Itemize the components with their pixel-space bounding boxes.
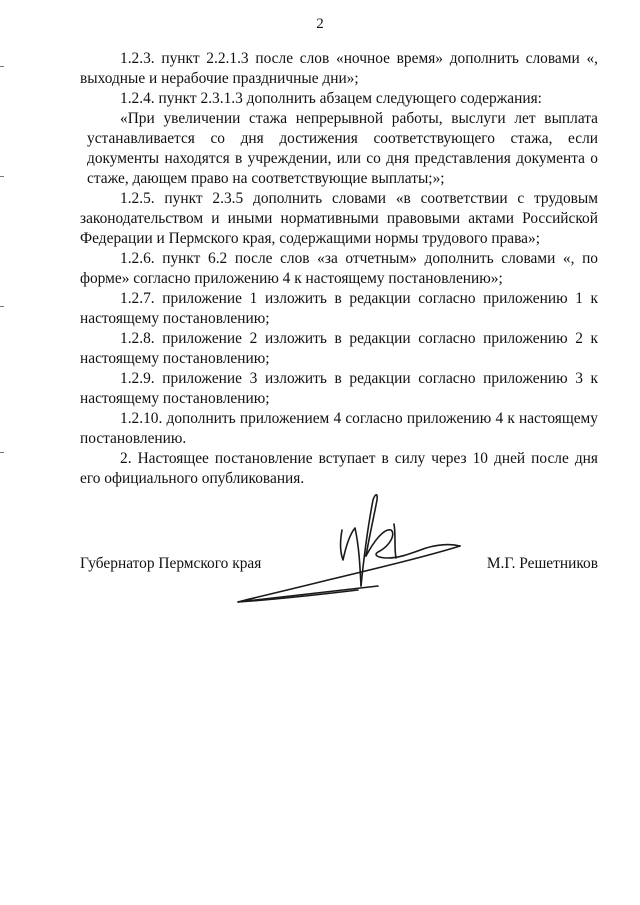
paragraph-1-2-5: 1.2.5. пункт 2.3.5 дополнить словами «в соответствии с трудовым законодательством и иными нормативными правовыми актами Российской Федерации и Пермского края, содержащими нормы трудового права»; — [80, 190, 598, 247]
signer-name: М.Г. Решетников — [486, 555, 598, 572]
paragraph-2: 2. Настоящее постановление вступает в силу через 10 дней после дня его официального опубликования. — [80, 450, 598, 487]
paragraph-1-2-8: 1.2.8. приложение 2 изложить в редакции согласно приложению 2 к настоящему постановлению; — [80, 330, 598, 367]
signature-block — [80, 555, 598, 579]
paragraph-1-2-10: 1.2.10. дополнить приложением 4 согласно приложению 4 к настоящему постановлению. — [80, 410, 598, 447]
signer-position: Губернатор Пермского края — [80, 555, 262, 572]
scan-edge-mark — [0, 66, 4, 67]
paragraph-1-2-7: 1.2.7. приложение 1 изложить в редакции согласно приложению 1 к настоящему постановлению; — [80, 290, 598, 327]
paragraph-1-2-6: 1.2.6. пункт 6.2 после слов «за отчетным» дополнить словами «, по форме» согласно приложению 4 к настоящему постановлению»; — [80, 250, 598, 287]
scan-edge-mark — [0, 306, 4, 307]
page-number: 2 — [316, 16, 324, 32]
paragraph-1-2-3: 1.2.3. пункт 2.2.1.3 после слов «ночное время» дополнить словами «, выходные и нерабочие праздничные дни»; — [80, 50, 598, 87]
quoted-paragraph: «При увеличении стажа непрерывной работы, выслуги лет выплата устанавливается со дня достижения соответствующего стажа, если документы находятся в учреждении, или со дня представления документа о стаже, дающем право на соответствующие выплаты;»; — [87, 110, 598, 187]
paragraph-1-2-9: 1.2.9. приложение 3 изложить в редакции согласно приложению 3 к настоящему постановлению; — [80, 370, 598, 407]
document-body — [80, 49, 598, 489]
scan-edge-mark — [0, 176, 4, 177]
handwritten-signature — [228, 486, 468, 616]
scan-edge-mark — [0, 452, 4, 453]
paragraph-1-2-4: 1.2.4. пункт 2.3.1.3 дополнить абзацем следующего содержания: — [120, 90, 542, 107]
